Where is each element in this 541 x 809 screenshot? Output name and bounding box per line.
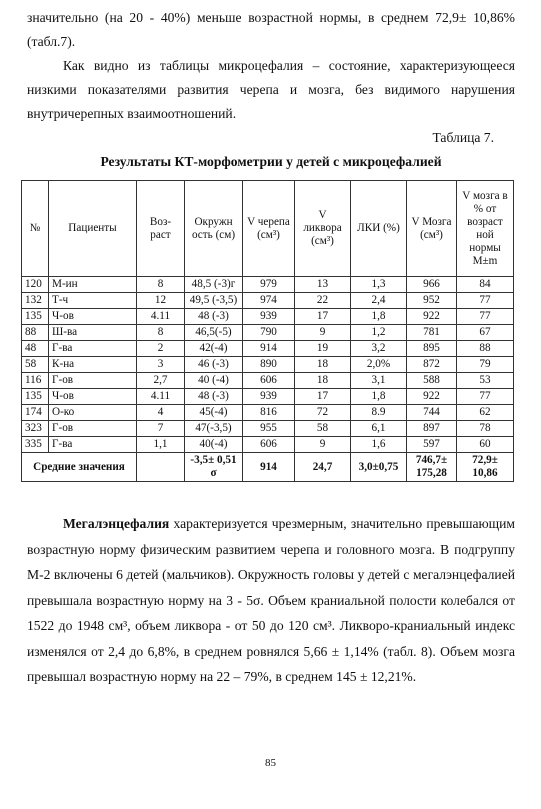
cell-brain-percent: 79	[457, 357, 514, 373]
cell-patient: К-на	[49, 357, 137, 373]
cell-age: 12	[137, 293, 185, 309]
cell-brain-percent: 62	[457, 405, 514, 421]
cell-patient: Ч-ов	[49, 389, 137, 405]
header-brain-volume: V Мозга (см³)	[407, 181, 457, 277]
cell-lki: 1,8	[351, 309, 407, 325]
cell-patient: Г-ва	[49, 341, 137, 357]
table-row	[22, 405, 514, 421]
cell-brain-volume: 895	[407, 341, 457, 357]
summary-skull-volume: 914	[243, 453, 295, 482]
header-circumference: Окружн ость (см)	[185, 181, 243, 277]
cell-patient: М-ин	[49, 277, 137, 293]
cell-brain-percent: 77	[457, 309, 514, 325]
cell-patient: Г-ва	[49, 437, 137, 453]
cell-patient: Г-ов	[49, 421, 137, 437]
cell-lki: 2,4	[351, 293, 407, 309]
cell-row-number: 335	[22, 437, 49, 453]
cell-brain-percent: 60	[457, 437, 514, 453]
table-row	[22, 421, 514, 437]
cell-skull-volume: 816	[243, 405, 295, 421]
table-row	[22, 389, 514, 405]
cell-brain-percent: 53	[457, 373, 514, 389]
cell-age: 1,1	[137, 437, 185, 453]
cell-row-number: 116	[22, 373, 49, 389]
cell-csf-volume: 58	[295, 421, 351, 437]
megalencephaly-term: Мегалэнцефалия	[63, 516, 170, 531]
cell-brain-volume: 588	[407, 373, 457, 389]
table-header-row	[22, 181, 514, 277]
cell-csf-volume: 18	[295, 357, 351, 373]
summary-circumference: -3,5± 0,51 σ	[185, 453, 243, 482]
cell-row-number: 135	[22, 309, 49, 325]
table-row	[22, 325, 514, 341]
cell-circumference: 48 (-3)	[185, 309, 243, 325]
cell-csf-volume: 17	[295, 309, 351, 325]
cell-row-number: 323	[22, 421, 49, 437]
cell-csf-volume: 13	[295, 277, 351, 293]
cell-circumference: 48,5 (-3)г	[185, 277, 243, 293]
cell-brain-volume: 781	[407, 325, 457, 341]
cell-age: 4.11	[137, 389, 185, 405]
cell-csf-volume: 72	[295, 405, 351, 421]
cell-age: 2	[137, 341, 185, 357]
cell-circumference: 46,5(-5)	[185, 325, 243, 341]
cell-brain-volume: 872	[407, 357, 457, 373]
header-number: №	[22, 181, 49, 277]
cell-circumference: 47(-3,5)	[185, 421, 243, 437]
summary-age	[137, 453, 185, 482]
cell-csf-volume: 9	[295, 437, 351, 453]
header-lki: ЛКИ (%)	[351, 181, 407, 277]
cell-row-number: 120	[22, 277, 49, 293]
cell-lki: 1,6	[351, 437, 407, 453]
cell-skull-volume: 974	[243, 293, 295, 309]
cell-brain-percent: 77	[457, 293, 514, 309]
cell-skull-volume: 939	[243, 389, 295, 405]
cell-brain-percent: 77	[457, 389, 514, 405]
cell-age: 4	[137, 405, 185, 421]
cell-skull-volume: 979	[243, 277, 295, 293]
cell-circumference: 40 (-4)	[185, 373, 243, 389]
cell-lki: 1,8	[351, 389, 407, 405]
cell-skull-volume: 914	[243, 341, 295, 357]
summary-brain-percent: 72,9± 10,86	[457, 453, 514, 482]
cell-row-number: 132	[22, 293, 49, 309]
header-skull-volume: V черепа (см³)	[243, 181, 295, 277]
cell-lki: 3,2	[351, 341, 407, 357]
cell-row-number: 48	[22, 341, 49, 357]
cell-circumference: 45(-4)	[185, 405, 243, 421]
page-number: 85	[265, 757, 276, 769]
summary-label: Средние значения	[22, 453, 137, 482]
cell-row-number: 88	[22, 325, 49, 341]
morphometry-table	[21, 180, 514, 482]
cell-brain-volume: 744	[407, 405, 457, 421]
cell-lki: 1,3	[351, 277, 407, 293]
summary-brain-volume: 746,7± 175,28	[407, 453, 457, 482]
cell-circumference: 46 (-3)	[185, 357, 243, 373]
table-title: Результаты КТ-морфометрии у детей с микроцефалией	[100, 154, 442, 169]
cell-brain-volume: 922	[407, 389, 457, 405]
table-row	[22, 437, 514, 453]
cell-brain-volume: 897	[407, 421, 457, 437]
table-row	[22, 293, 514, 309]
cell-lki: 6,1	[351, 421, 407, 437]
cell-skull-volume: 606	[243, 437, 295, 453]
cell-row-number: 58	[22, 357, 49, 373]
cell-age: 4.11	[137, 309, 185, 325]
cell-age: 7	[137, 421, 185, 437]
cell-brain-percent: 67	[457, 325, 514, 341]
megalencephaly-paragraph	[27, 511, 515, 690]
summary-paragraph: Как видно из таблицы микроцефалия – состояние, характеризующееся низкими показателями развития черепа и мозга, без видимого нарушения внутричерепных взаимоотношений.	[27, 58, 515, 121]
cell-brain-volume: 952	[407, 293, 457, 309]
cell-patient: Г-ов	[49, 373, 137, 389]
cell-csf-volume: 22	[295, 293, 351, 309]
header-age: Воз-раст	[137, 181, 185, 277]
table-row	[22, 341, 514, 357]
cell-age: 8	[137, 325, 185, 341]
cell-circumference: 48 (-3)	[185, 389, 243, 405]
cell-lki: 2,0%	[351, 357, 407, 373]
cell-age: 2,7	[137, 373, 185, 389]
intro-paragraph: значительно (на 20 - 40%) меньше возрастной нормы, в среднем 72,9± 10,86% (табл.7).	[27, 10, 515, 49]
summary-lki: 3,0±0,75	[351, 453, 407, 482]
cell-age: 3	[137, 357, 185, 373]
cell-brain-volume: 966	[407, 277, 457, 293]
cell-patient: О-ко	[49, 405, 137, 421]
cell-brain-percent: 78	[457, 421, 514, 437]
cell-skull-volume: 606	[243, 373, 295, 389]
cell-row-number: 174	[22, 405, 49, 421]
cell-lki: 3,1	[351, 373, 407, 389]
cell-skull-volume: 939	[243, 309, 295, 325]
cell-patient: Ч-ов	[49, 309, 137, 325]
cell-row-number: 135	[22, 389, 49, 405]
cell-age: 8	[137, 277, 185, 293]
cell-circumference: 49,5 (-3,5)	[185, 293, 243, 309]
table-summary-row	[22, 453, 514, 482]
header-brain-percent: V мозга в % от возраст ной нормы M±m	[457, 181, 514, 277]
cell-brain-percent: 88	[457, 341, 514, 357]
header-csf-volume: V ликвора (см³)	[295, 181, 351, 277]
table-row	[22, 373, 514, 389]
cell-circumference: 40(-4)	[185, 437, 243, 453]
cell-csf-volume: 18	[295, 373, 351, 389]
table-row	[22, 277, 514, 293]
cell-skull-volume: 955	[243, 421, 295, 437]
table-row	[22, 357, 514, 373]
cell-patient: Т-ч	[49, 293, 137, 309]
cell-lki: 8.9	[351, 405, 407, 421]
cell-csf-volume: 19	[295, 341, 351, 357]
cell-brain-volume: 922	[407, 309, 457, 325]
cell-csf-volume: 17	[295, 389, 351, 405]
cell-patient: Ш-ва	[49, 325, 137, 341]
summary-csf-volume: 24,7	[295, 453, 351, 482]
header-patients: Пациенты	[49, 181, 137, 277]
cell-brain-volume: 597	[407, 437, 457, 453]
cell-skull-volume: 790	[243, 325, 295, 341]
megalencephaly-text: характеризуется чрезмерным, значительно превышающим возрастную норму физическим развитием черепа и головного мозга. В подгруппу М-2 включены 6 детей (мальчиков). Окружность головы у детей с мегалэнцефалией превышала возрастную норму на 3 - 5σ. Объем краниальной полости колебался от 1522 до 1948 см³, объем ликвора - от 50 до 120 см³. Ликворо-краниальный индекс изменялся от 2,4 до 6,8%, в среднем ровнялся 5,66 ± 1,14% (табл. 8). Объем мозга превышал возрастную норму на 22 – 79%, в среднем 145 ± 12,21%.	[27, 516, 515, 684]
cell-circumference: 42(-4)	[185, 341, 243, 357]
table-row	[22, 309, 514, 325]
cell-skull-volume: 890	[243, 357, 295, 373]
table-number: Таблица 7.	[432, 130, 494, 145]
cell-csf-volume: 9	[295, 325, 351, 341]
cell-brain-percent: 84	[457, 277, 514, 293]
cell-lki: 1,2	[351, 325, 407, 341]
